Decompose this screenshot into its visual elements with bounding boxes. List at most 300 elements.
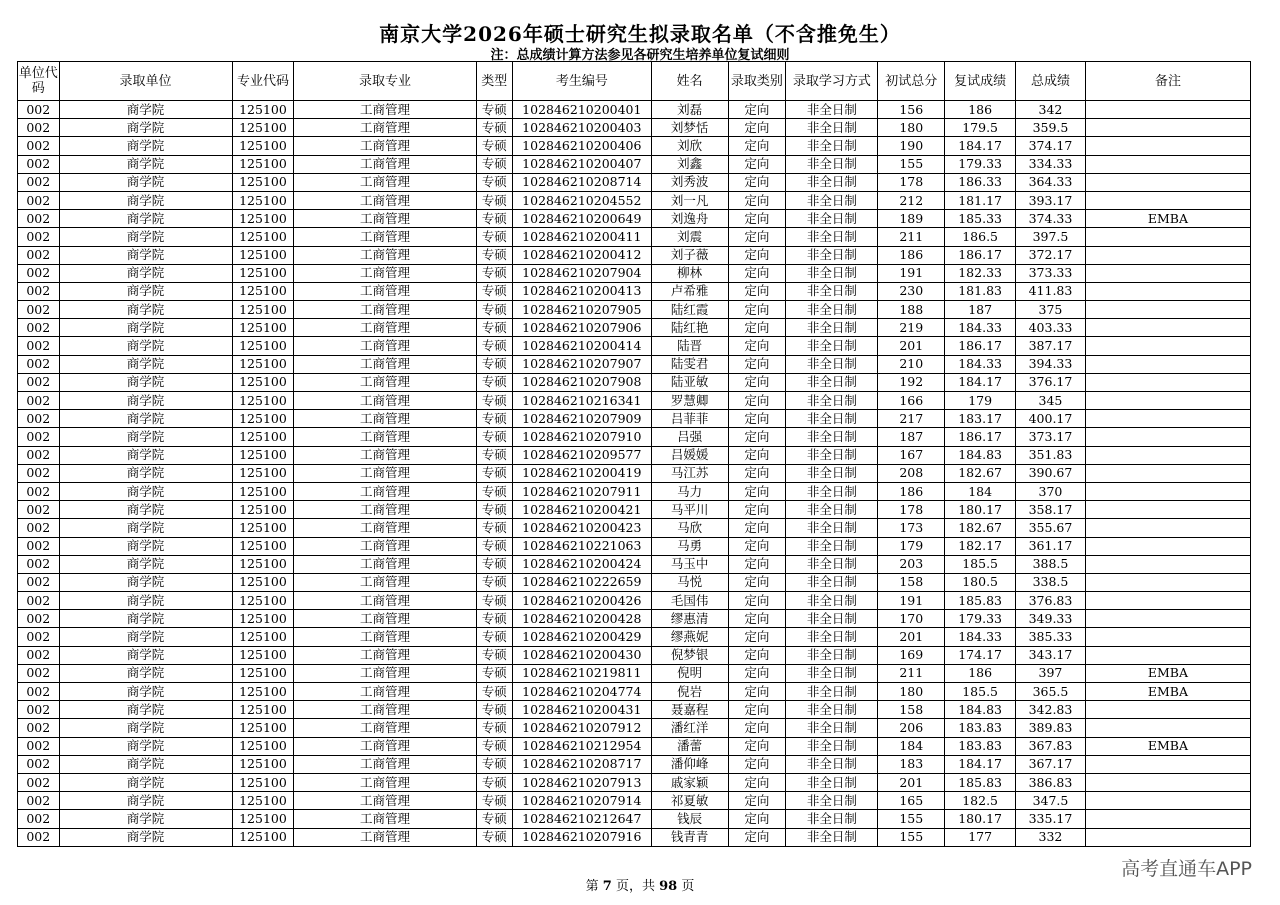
cell-total-score: 345 [1016, 392, 1086, 410]
cell-exam-id: 102846210207914 [512, 792, 651, 810]
cell-major-code: 125100 [232, 282, 294, 300]
cell-major: 工商管理 [294, 392, 476, 410]
cell-prelim-score: 192 [878, 373, 945, 391]
cell-name: 刘磊 [651, 101, 728, 119]
cell-category: 定向 [728, 482, 786, 500]
cell-type: 专硕 [476, 573, 512, 591]
cell-study-mode: 非全日制 [786, 428, 878, 446]
cell-category: 定向 [728, 755, 786, 773]
cell-unit-code: 002 [18, 155, 60, 173]
cell-major: 工商管理 [294, 155, 476, 173]
cell-unit-code: 002 [18, 519, 60, 537]
cell-study-mode: 非全日制 [786, 610, 878, 628]
cell-major-code: 125100 [232, 828, 294, 846]
cell-category: 定向 [728, 537, 786, 555]
cell-study-mode: 非全日制 [786, 537, 878, 555]
cell-total-score: 359.5 [1016, 119, 1086, 137]
cell-total-score: 397.5 [1016, 228, 1086, 246]
cell-unit-code: 002 [18, 282, 60, 300]
cell-retest-score: 186 [945, 664, 1016, 682]
cell-category: 定向 [728, 519, 786, 537]
cell-total-score: 388.5 [1016, 555, 1086, 573]
cell-category: 定向 [728, 701, 786, 719]
cell-total-score: 411.83 [1016, 282, 1086, 300]
cell-exam-id: 102846210200403 [512, 119, 651, 137]
cell-retest-score: 174.17 [945, 646, 1016, 664]
cell-name: 刘欣 [651, 137, 728, 155]
col-header-major: 录取专业 [294, 62, 476, 101]
cell-retest-score: 179.5 [945, 119, 1016, 137]
cell-total-score: 390.67 [1016, 464, 1086, 482]
total-page-count: 98 [659, 879, 678, 894]
cell-unit: 商学院 [59, 573, 232, 591]
cell-unit-code: 002 [18, 355, 60, 373]
cell-prelim-score: 155 [878, 155, 945, 173]
cell-name: 马平川 [651, 501, 728, 519]
cell-type: 专硕 [476, 319, 512, 337]
table-row [18, 482, 1251, 500]
cell-unit: 商学院 [59, 392, 232, 410]
cell-exam-id: 102846210212954 [512, 737, 651, 755]
cell-prelim-score: 187 [878, 428, 945, 446]
cell-category: 定向 [728, 210, 786, 228]
cell-major: 工商管理 [294, 482, 476, 500]
cell-name: 马悦 [651, 573, 728, 591]
cell-name: 潘蕾 [651, 737, 728, 755]
cell-total-score: 394.33 [1016, 355, 1086, 373]
cell-prelim-score: 180 [878, 119, 945, 137]
cell-type: 专硕 [476, 828, 512, 846]
cell-type: 专硕 [476, 410, 512, 428]
cell-unit-code: 002 [18, 246, 60, 264]
cell-prelim-score: 165 [878, 792, 945, 810]
cell-name: 刘一凡 [651, 191, 728, 209]
cell-retest-score: 182.67 [945, 464, 1016, 482]
cell-major-code: 125100 [232, 792, 294, 810]
cell-study-mode: 非全日制 [786, 355, 878, 373]
cell-remark [1085, 555, 1250, 573]
cell-total-score: 373.17 [1016, 428, 1086, 446]
cell-category: 定向 [728, 410, 786, 428]
cell-major: 工商管理 [294, 792, 476, 810]
cell-unit-code: 002 [18, 737, 60, 755]
admission-table [17, 61, 1251, 847]
cell-remark [1085, 592, 1250, 610]
cell-study-mode: 非全日制 [786, 101, 878, 119]
cell-unit-code: 002 [18, 610, 60, 628]
cell-category: 定向 [728, 555, 786, 573]
cell-prelim-score: 212 [878, 191, 945, 209]
cell-total-score: 361.17 [1016, 537, 1086, 555]
cell-major: 工商管理 [294, 719, 476, 737]
cell-remark [1085, 519, 1250, 537]
cell-major: 工商管理 [294, 137, 476, 155]
cell-unit-code: 002 [18, 501, 60, 519]
cell-major-code: 125100 [232, 301, 294, 319]
cell-exam-id: 102846210207912 [512, 719, 651, 737]
cell-major-code: 125100 [232, 555, 294, 573]
cell-total-score: 373.33 [1016, 264, 1086, 282]
cell-name: 戚家颖 [651, 773, 728, 791]
cell-name: 陆亚敏 [651, 373, 728, 391]
cell-major: 工商管理 [294, 646, 476, 664]
cell-study-mode: 非全日制 [786, 482, 878, 500]
cell-retest-score: 181.17 [945, 191, 1016, 209]
table-body [18, 101, 1251, 847]
cell-study-mode: 非全日制 [786, 319, 878, 337]
cell-major-code: 125100 [232, 446, 294, 464]
cell-study-mode: 非全日制 [786, 628, 878, 646]
cell-major: 工商管理 [294, 628, 476, 646]
cell-name: 缪惠清 [651, 610, 728, 628]
cell-category: 定向 [728, 446, 786, 464]
cell-prelim-score: 186 [878, 246, 945, 264]
col-header-retest-score: 复试成绩 [945, 62, 1016, 101]
cell-type: 专硕 [476, 792, 512, 810]
cell-exam-id: 102846210207908 [512, 373, 651, 391]
cell-prelim-score: 201 [878, 773, 945, 791]
cell-remark [1085, 137, 1250, 155]
cell-prelim-score: 155 [878, 828, 945, 846]
cell-major-code: 125100 [232, 701, 294, 719]
cell-unit-code: 002 [18, 755, 60, 773]
cell-unit: 商学院 [59, 119, 232, 137]
cell-total-score: 349.33 [1016, 610, 1086, 628]
cell-study-mode: 非全日制 [786, 519, 878, 537]
cell-retest-score: 186.17 [945, 337, 1016, 355]
cell-name: 钱辰 [651, 810, 728, 828]
cell-retest-score: 182.17 [945, 537, 1016, 555]
cell-category: 定向 [728, 610, 786, 628]
cell-study-mode: 非全日制 [786, 592, 878, 610]
cell-retest-score: 180.17 [945, 501, 1016, 519]
cell-name: 刘鑫 [651, 155, 728, 173]
cell-prelim-score: 158 [878, 701, 945, 719]
cell-remark [1085, 101, 1250, 119]
cell-major-code: 125100 [232, 228, 294, 246]
cell-type: 专硕 [476, 428, 512, 446]
cell-name: 吕菲菲 [651, 410, 728, 428]
cell-exam-id: 102846210222659 [512, 573, 651, 591]
cell-prelim-score: 210 [878, 355, 945, 373]
cell-total-score: 364.33 [1016, 173, 1086, 191]
cell-study-mode: 非全日制 [786, 301, 878, 319]
cell-type: 专硕 [476, 610, 512, 628]
cell-major: 工商管理 [294, 428, 476, 446]
cell-type: 专硕 [476, 810, 512, 828]
cell-unit: 商学院 [59, 628, 232, 646]
cell-unit: 商学院 [59, 792, 232, 810]
cell-total-score: 387.17 [1016, 337, 1086, 355]
cell-name: 马欣 [651, 519, 728, 537]
cell-prelim-score: 169 [878, 646, 945, 664]
cell-total-score: 332 [1016, 828, 1086, 846]
cell-category: 定向 [728, 228, 786, 246]
cell-name: 刘梦恬 [651, 119, 728, 137]
table-row [18, 628, 1251, 646]
cell-remark [1085, 228, 1250, 246]
cell-major: 工商管理 [294, 701, 476, 719]
cell-major-code: 125100 [232, 355, 294, 373]
table-row [18, 719, 1251, 737]
cell-total-score: 393.17 [1016, 191, 1086, 209]
cell-unit-code: 002 [18, 719, 60, 737]
cell-exam-id: 102846210200649 [512, 210, 651, 228]
cell-name: 马玉中 [651, 555, 728, 573]
cell-remark [1085, 191, 1250, 209]
cell-major: 工商管理 [294, 464, 476, 482]
cell-type: 专硕 [476, 737, 512, 755]
cell-unit-code: 002 [18, 373, 60, 391]
cell-total-score: 374.33 [1016, 210, 1086, 228]
cell-total-score: 389.83 [1016, 719, 1086, 737]
cell-major-code: 125100 [232, 210, 294, 228]
page-note: 注：总成绩计算方法参见各研究生培养单位复试细则 [490, 48, 790, 63]
cell-type: 专硕 [476, 664, 512, 682]
cell-major: 工商管理 [294, 592, 476, 610]
cell-type: 专硕 [476, 519, 512, 537]
cell-study-mode: 非全日制 [786, 555, 878, 573]
cell-unit: 商学院 [59, 683, 232, 701]
cell-unit: 商学院 [59, 773, 232, 791]
cell-exam-id: 102846210207910 [512, 428, 651, 446]
cell-category: 定向 [728, 119, 786, 137]
cell-major-code: 125100 [232, 373, 294, 391]
cell-study-mode: 非全日制 [786, 155, 878, 173]
cell-retest-score: 184.83 [945, 446, 1016, 464]
cell-total-score: 335.17 [1016, 810, 1086, 828]
cell-remark [1085, 464, 1250, 482]
cell-retest-score: 184.33 [945, 355, 1016, 373]
cell-exam-id: 102846210200407 [512, 155, 651, 173]
cell-remark: EMBA [1085, 737, 1250, 755]
cell-unit-code: 002 [18, 410, 60, 428]
cell-unit-code: 002 [18, 446, 60, 464]
cell-prelim-score: 180 [878, 683, 945, 701]
cell-unit-code: 002 [18, 792, 60, 810]
cell-unit: 商学院 [59, 319, 232, 337]
cell-prelim-score: 201 [878, 628, 945, 646]
cell-major-code: 125100 [232, 683, 294, 701]
cell-category: 定向 [728, 301, 786, 319]
cell-total-score: 386.83 [1016, 773, 1086, 791]
cell-category: 定向 [728, 628, 786, 646]
cell-type: 专硕 [476, 373, 512, 391]
cell-category: 定向 [728, 282, 786, 300]
cell-major-code: 125100 [232, 755, 294, 773]
cell-name: 缪燕妮 [651, 628, 728, 646]
cell-major-code: 125100 [232, 610, 294, 628]
cell-exam-id: 102846210200426 [512, 592, 651, 610]
cell-category: 定向 [728, 792, 786, 810]
col-header-unit-code: 单位代码 [18, 62, 60, 101]
cell-remark [1085, 428, 1250, 446]
cell-prelim-score: 167 [878, 446, 945, 464]
cell-type: 专硕 [476, 282, 512, 300]
cell-study-mode: 非全日制 [786, 173, 878, 191]
cell-retest-score: 184.83 [945, 701, 1016, 719]
cell-type: 专硕 [476, 210, 512, 228]
cell-unit: 商学院 [59, 737, 232, 755]
cell-remark [1085, 610, 1250, 628]
cell-major-code: 125100 [232, 337, 294, 355]
cell-category: 定向 [728, 428, 786, 446]
cell-unit: 商学院 [59, 155, 232, 173]
cell-study-mode: 非全日制 [786, 828, 878, 846]
cell-study-mode: 非全日制 [786, 464, 878, 482]
cell-total-score: 343.17 [1016, 646, 1086, 664]
cell-retest-score: 187 [945, 301, 1016, 319]
cell-unit-code: 002 [18, 573, 60, 591]
cell-prelim-score: 203 [878, 555, 945, 573]
cell-major-code: 125100 [232, 773, 294, 791]
cell-major-code: 125100 [232, 573, 294, 591]
table-row [18, 319, 1251, 337]
col-header-name: 姓名 [651, 62, 728, 101]
cell-unit-code: 002 [18, 264, 60, 282]
cell-unit: 商学院 [59, 555, 232, 573]
cell-type: 专硕 [476, 701, 512, 719]
cell-retest-score: 183.17 [945, 410, 1016, 428]
cell-unit: 商学院 [59, 137, 232, 155]
cell-prelim-score: 206 [878, 719, 945, 737]
cell-name: 罗慧卿 [651, 392, 728, 410]
cell-name: 马勇 [651, 537, 728, 555]
cell-unit: 商学院 [59, 301, 232, 319]
cell-remark [1085, 755, 1250, 773]
cell-category: 定向 [728, 355, 786, 373]
cell-major: 工商管理 [294, 355, 476, 373]
cell-unit: 商学院 [59, 210, 232, 228]
cell-major: 工商管理 [294, 664, 476, 682]
col-header-study-mode: 录取学习方式 [786, 62, 878, 101]
cell-unit: 商学院 [59, 755, 232, 773]
cell-exam-id: 102846210207916 [512, 828, 651, 846]
cell-unit-code: 002 [18, 628, 60, 646]
col-header-prelim-score: 初试总分 [878, 62, 945, 101]
cell-name: 潘红洋 [651, 719, 728, 737]
table-row [18, 519, 1251, 537]
cell-prelim-score: 201 [878, 337, 945, 355]
cell-name: 刘逸舟 [651, 210, 728, 228]
cell-prelim-score: 219 [878, 319, 945, 337]
cell-exam-id: 102846210200413 [512, 282, 651, 300]
table-row [18, 610, 1251, 628]
cell-study-mode: 非全日制 [786, 664, 878, 682]
cell-retest-score: 179 [945, 392, 1016, 410]
cell-exam-id: 102846210212647 [512, 810, 651, 828]
cell-exam-id: 102846210200431 [512, 701, 651, 719]
cell-unit-code: 002 [18, 101, 60, 119]
table-row [18, 646, 1251, 664]
cell-unit: 商学院 [59, 101, 232, 119]
cell-category: 定向 [728, 191, 786, 209]
watermark: 高考直通车APP [1121, 858, 1252, 880]
cell-exam-id: 102846210208714 [512, 173, 651, 191]
table-row [18, 228, 1251, 246]
cell-name: 陆晋 [651, 337, 728, 355]
cell-exam-id: 102846210207905 [512, 301, 651, 319]
cell-type: 专硕 [476, 592, 512, 610]
cell-total-score: 367.17 [1016, 755, 1086, 773]
cell-major: 工商管理 [294, 610, 476, 628]
cell-type: 专硕 [476, 464, 512, 482]
cell-exam-id: 102846210200419 [512, 464, 651, 482]
cell-unit: 商学院 [59, 191, 232, 209]
cell-type: 专硕 [476, 501, 512, 519]
cell-exam-id: 102846210200414 [512, 337, 651, 355]
col-header-exam-id: 考生编号 [512, 62, 651, 101]
cell-type: 专硕 [476, 719, 512, 737]
table-row [18, 101, 1251, 119]
cell-category: 定向 [728, 392, 786, 410]
cell-type: 专硕 [476, 628, 512, 646]
cell-retest-score: 181.83 [945, 282, 1016, 300]
cell-type: 专硕 [476, 773, 512, 791]
col-header-remark: 备注 [1085, 62, 1250, 101]
cell-unit-code: 002 [18, 555, 60, 573]
cell-exam-id: 102846210208717 [512, 755, 651, 773]
cell-major: 工商管理 [294, 282, 476, 300]
cell-retest-score: 180.5 [945, 573, 1016, 591]
cell-exam-id: 102846210200412 [512, 246, 651, 264]
cell-study-mode: 非全日制 [786, 137, 878, 155]
cell-prelim-score: 170 [878, 610, 945, 628]
cell-major: 工商管理 [294, 828, 476, 846]
cell-category: 定向 [728, 664, 786, 682]
cell-retest-score: 185.5 [945, 683, 1016, 701]
table-row [18, 191, 1251, 209]
cell-prelim-score: 173 [878, 519, 945, 537]
cell-study-mode: 非全日制 [786, 719, 878, 737]
cell-exam-id: 102846210219811 [512, 664, 651, 682]
cell-major: 工商管理 [294, 210, 476, 228]
cell-exam-id: 102846210221063 [512, 537, 651, 555]
cell-unit: 商学院 [59, 537, 232, 555]
cell-major: 工商管理 [294, 173, 476, 191]
cell-unit: 商学院 [59, 482, 232, 500]
cell-type: 专硕 [476, 683, 512, 701]
table-row [18, 264, 1251, 282]
cell-study-mode: 非全日制 [786, 282, 878, 300]
footer-prefix: 第 [585, 879, 603, 894]
cell-exam-id: 102846210200430 [512, 646, 651, 664]
cell-unit: 商学院 [59, 519, 232, 537]
cell-prelim-score: 155 [878, 810, 945, 828]
cell-exam-id: 102846210207913 [512, 773, 651, 791]
cell-unit: 商学院 [59, 664, 232, 682]
table-row [18, 173, 1251, 191]
cell-category: 定向 [728, 173, 786, 191]
cell-remark [1085, 319, 1250, 337]
cell-category: 定向 [728, 319, 786, 337]
cell-major-code: 125100 [232, 664, 294, 682]
cell-total-score: 376.17 [1016, 373, 1086, 391]
cell-exam-id: 102846210200428 [512, 610, 651, 628]
cell-unit-code: 002 [18, 664, 60, 682]
cell-name: 柳林 [651, 264, 728, 282]
cell-major: 工商管理 [294, 555, 476, 573]
table-row [18, 683, 1251, 701]
cell-prelim-score: 217 [878, 410, 945, 428]
cell-exam-id: 102846210207906 [512, 319, 651, 337]
cell-total-score: 351.83 [1016, 446, 1086, 464]
cell-major: 工商管理 [294, 810, 476, 828]
cell-remark [1085, 410, 1250, 428]
cell-unit-code: 002 [18, 464, 60, 482]
cell-remark [1085, 646, 1250, 664]
table-row [18, 373, 1251, 391]
